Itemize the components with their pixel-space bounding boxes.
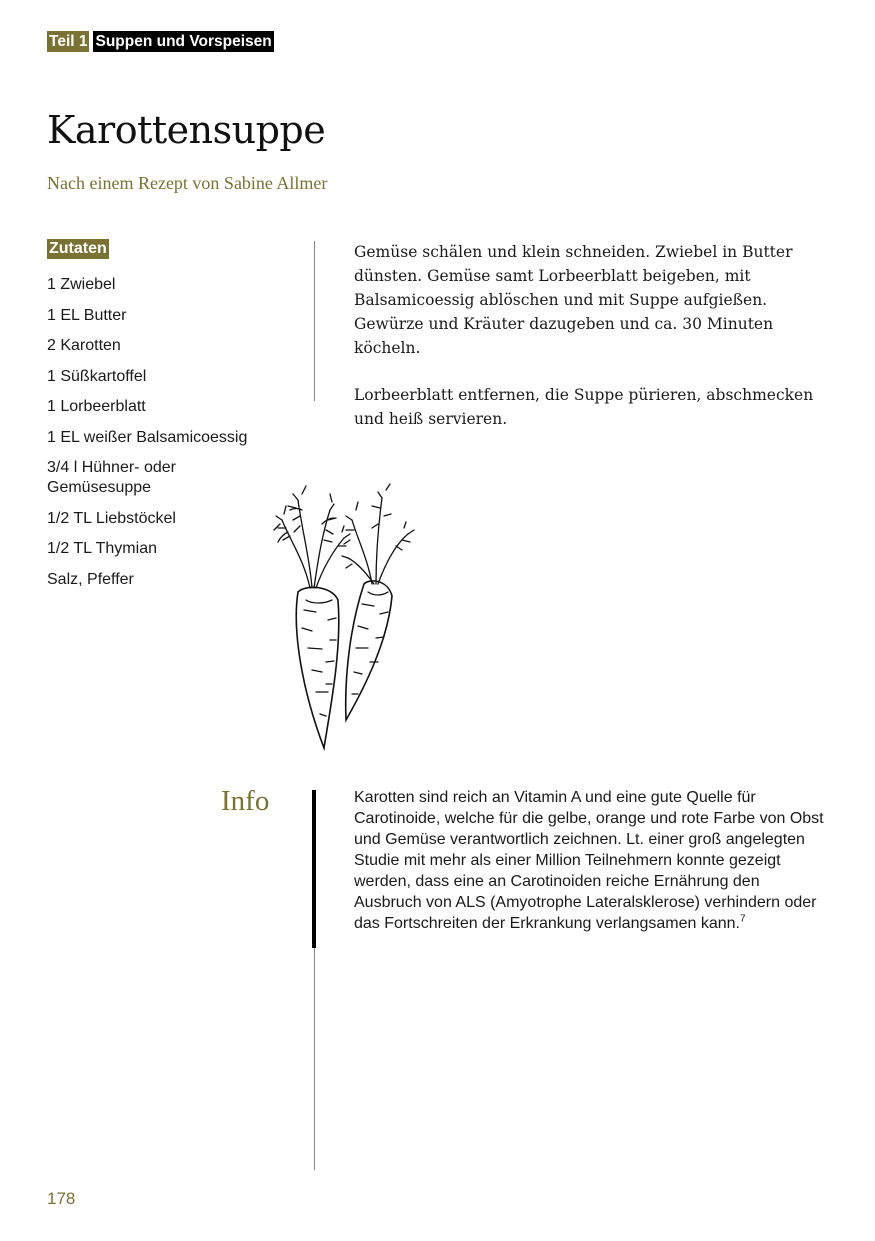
step-paragraph: Lorbeerblatt entfernen, die Suppe pürieren, abschmecken und heiß servieren. (354, 386, 814, 428)
ingredient-item: 2 Karotten (47, 337, 121, 354)
info-body: Karotten sind reich an Vitamin A und eine gute Quelle für Carotinoide, welche für die gelbe, orange und rote Farbe von Obst und Gemüse verantwortlich zeichnen. Lt. einer groß angelegten Studie mit mehr als einer Million Teilnehmern konnte gezeigt werden, dass eine an Carotinoiden reiche Ernährung den Ausbruch von ALS (Amyotrophe Lateralsklerose) verhindern oder das Fortschreiten der Erkrankung verlangsamen kann. (354, 789, 824, 932)
ingredient-item: 1 Süßkartoffel (47, 367, 147, 385)
info-heading: Info (221, 785, 270, 817)
ingredients-heading: Zutaten (49, 240, 107, 257)
page-number: 178 (47, 1189, 76, 1208)
ingredient-item: 1 Zwiebel (47, 276, 116, 293)
column-divider-lower (314, 948, 315, 1170)
ingredients-list (47, 275, 272, 600)
recipe-title: Karottensuppe (47, 108, 326, 152)
info-bar (312, 790, 316, 948)
part-label: Teil 1 (49, 33, 88, 50)
recipe-subtitle: Nach einem Rezept von Sabine Allmer (47, 173, 328, 193)
column-divider (314, 241, 315, 401)
ingredient-item: 1 Lorbeerblatt (47, 398, 146, 415)
footnote-marker[interactable]: 7 (739, 913, 746, 925)
ingredient-item: Salz, Pfeffer (47, 570, 134, 588)
ingredient-item: 3/4 l Hühner- oder Gemüsesuppe (47, 459, 176, 496)
preparation-steps (354, 240, 824, 454)
chapter-label: Suppen und Vorspeisen (95, 33, 272, 50)
ingredient-item: 1 EL Butter (47, 306, 127, 324)
ingredient-item: 1/2 TL Liebstöckel (47, 509, 176, 527)
info-paragraph (354, 787, 830, 934)
chapter-header (47, 31, 274, 52)
ingredient-item: 1/2 TL Thymian (47, 540, 157, 557)
ingredient-item: 1 EL weißer Balsamicoessig (47, 428, 248, 446)
carrots-illustration-icon (272, 480, 422, 752)
step-paragraph: Gemüse schälen und klein schneiden. Zwiebel in Butter dünsten. Gemüse samt Lorbeerblatt beigeben, mit Balsamicoessig ablöschen und mit Suppe aufgießen. Gewürze und Kräuter dazugeben und ca. 30 Minuten köcheln. (354, 243, 793, 357)
